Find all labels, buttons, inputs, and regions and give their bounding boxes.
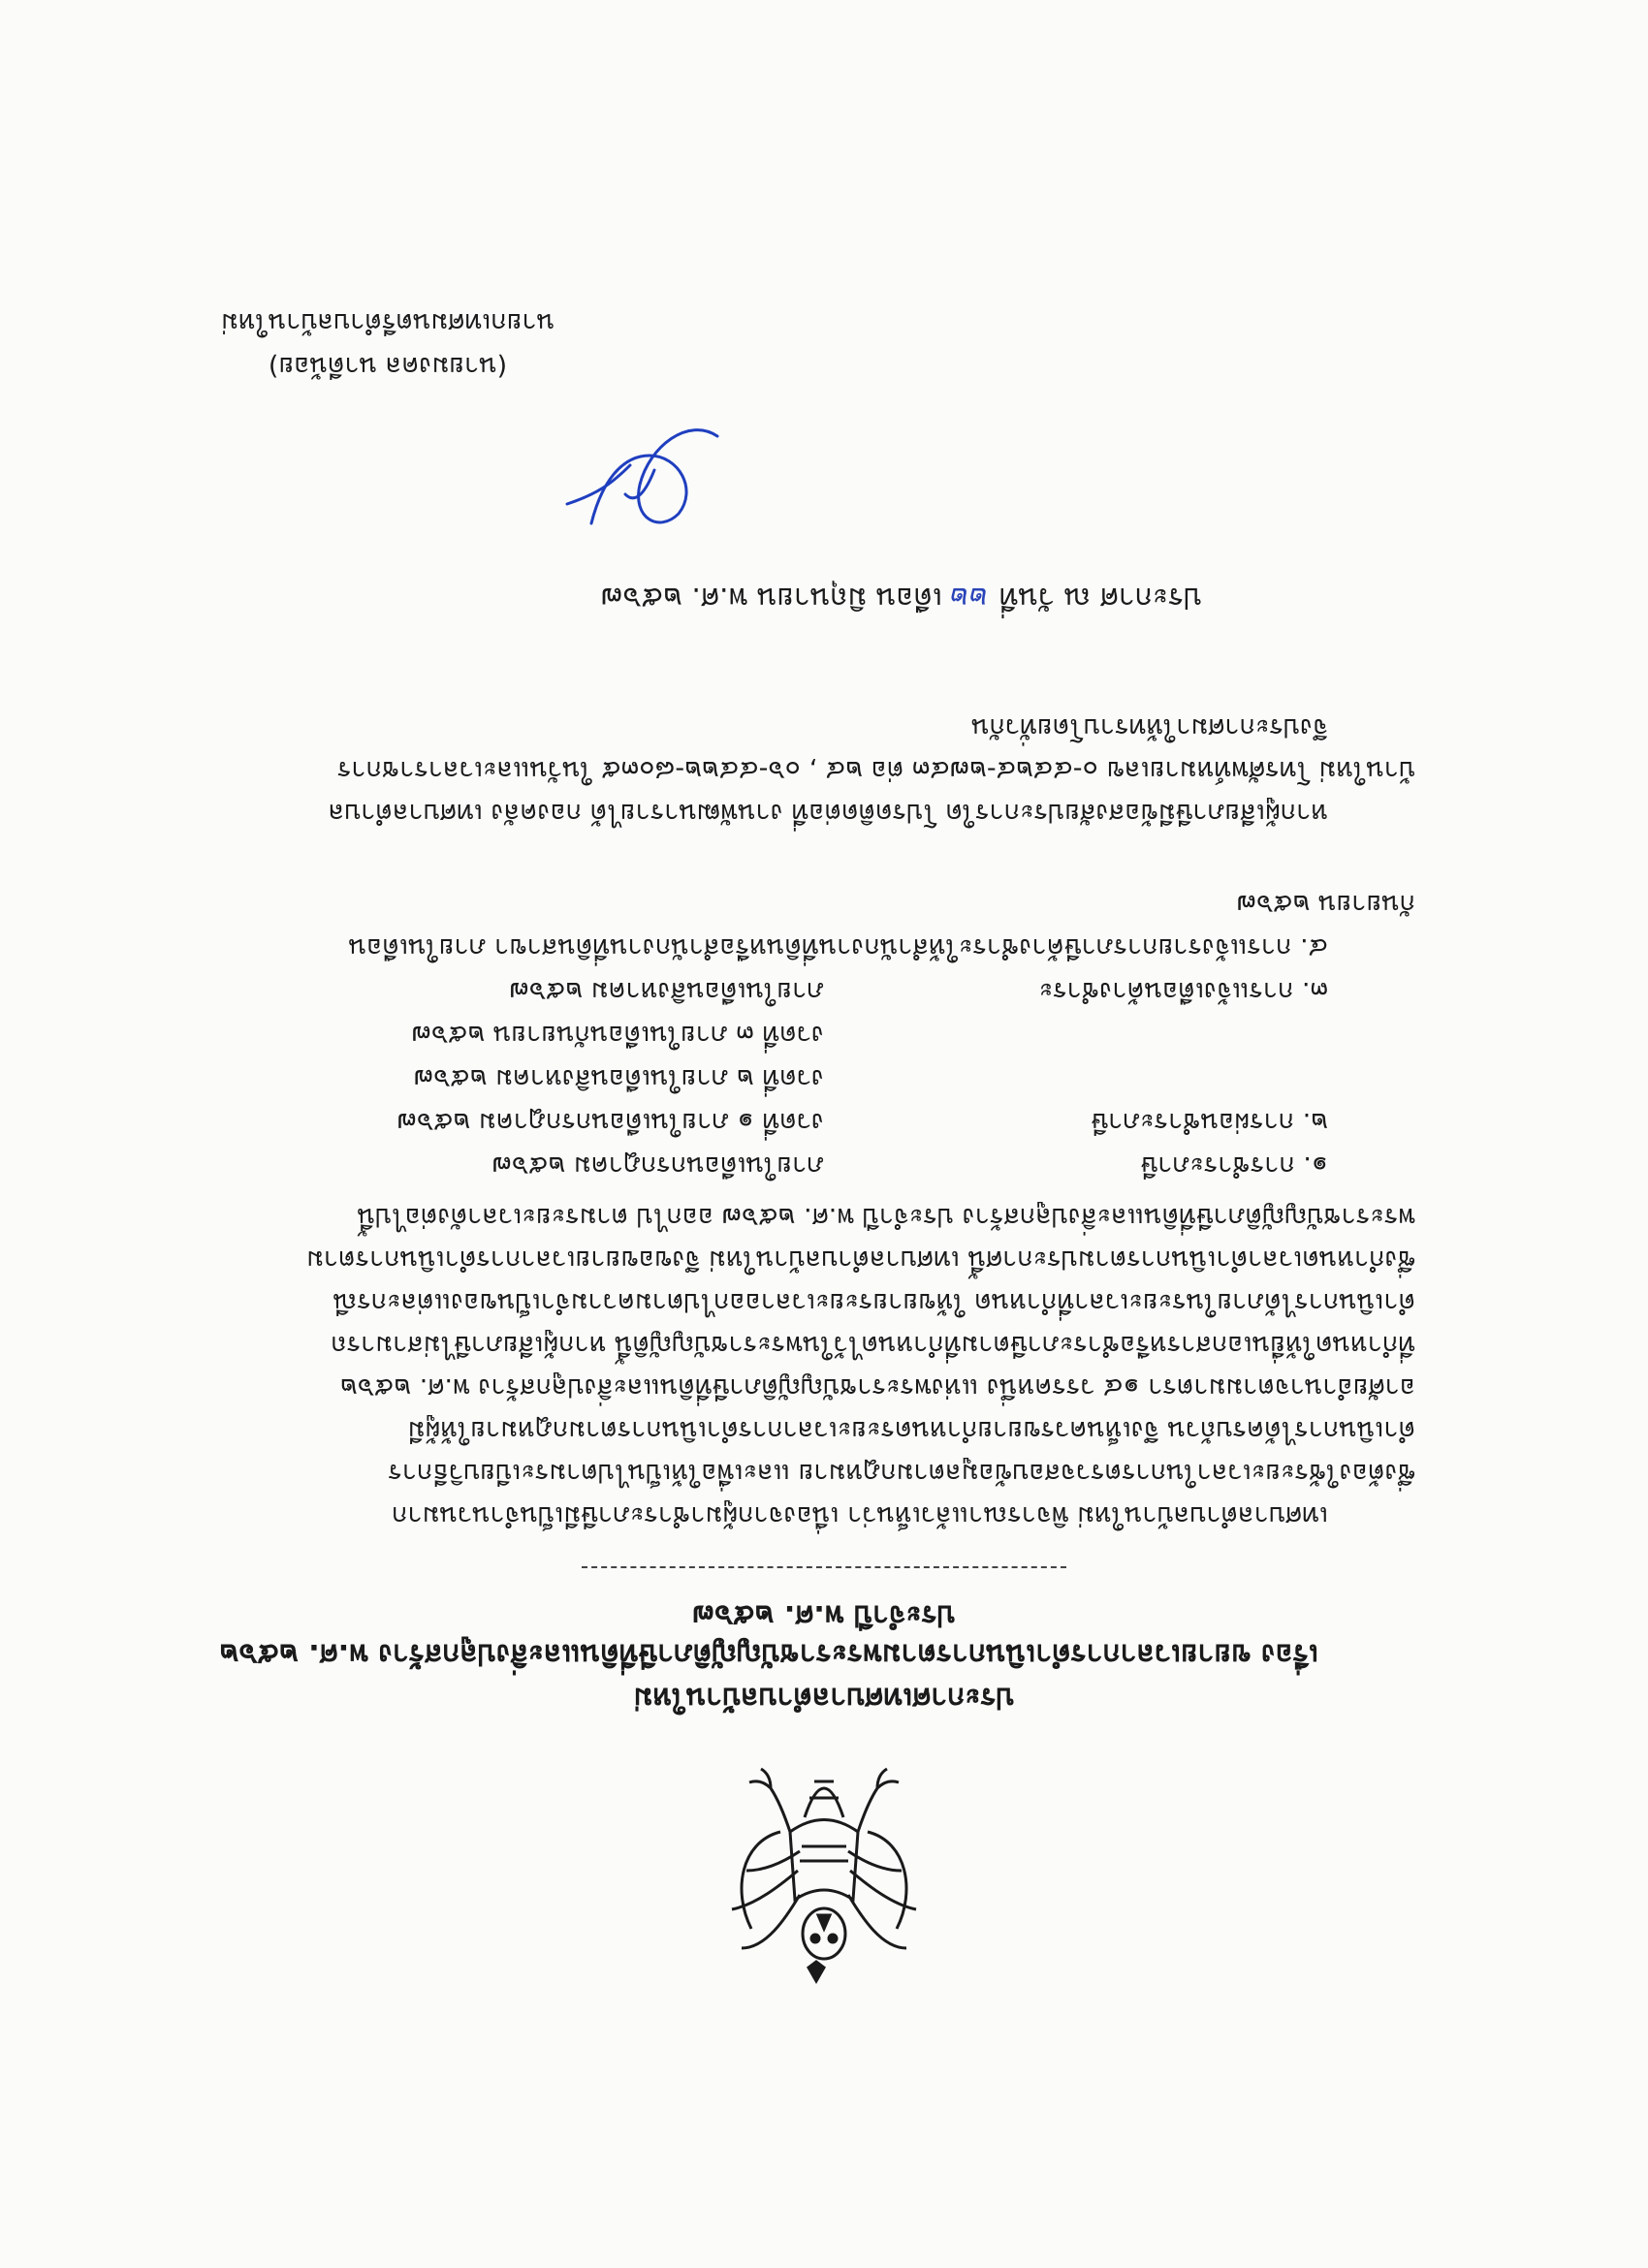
document-subject: เรื่อง ขยายเวลาการดำเนินการตามพระราชบัญญัติภาษีที่ดินและสิ่งปลูกสร้าง พ.ศ. ๒๕๖๒ — [219, 1637, 1318, 1671]
item-4-continued: กันยายน ๒๕๖๗ — [1236, 889, 1415, 919]
item-3-label: ๓. การแจ้งเตือนค้างชำระ — [1038, 976, 1328, 1006]
signer-name: (นายมงคล นาดีน้อย) — [268, 351, 508, 381]
paragraph-line: บ้านใหม่ โทรศัพท์หมายเลข ๐-๔๔๒๔-๒๗๔๓ ต่อ ๒๔ , ๐๖-๔๔๒๒-๘๐๓๕ ในวันและเวลาราชการ — [336, 755, 1415, 785]
item-4: ๔. การแจ้งรายการภาษีค้างชำระให้สำนักงานที่ดินหรือสำนักงานที่ดินสาขา ภายในเดือน — [348, 932, 1328, 962]
paragraph-line: ที่กำหนดให้ยื่นเอกสารหรือชำระภาษีตามที่กำหนดไว้ในพระราชบัญญัตินี้ หากผู้เสียภาษีไม่สามารถ — [331, 1330, 1415, 1360]
garuda-emblem-icon — [713, 1754, 935, 1987]
paragraph-line: อาศัยอำนาจตามมาตรา ๑๔ วรรคหนึ่ง แห่งพระราชบัญญัติภาษีที่ดินและสิ่งปลูกสร้าง พ.ศ. ๒๕๖๒ — [339, 1372, 1415, 1402]
paragraph-line: พระราชบัญญัติภาษีที่ดินและสิ่งปลูกสร้าง ประจำปี พ.ศ. ๒๕๖๗ ออกไป ตามระยะเวลาดังต่อไปนี้ — [357, 1202, 1415, 1232]
paragraph-line: จึงประกาศมาให้ทราบโดยทั่วกัน — [971, 712, 1328, 742]
announce-suffix: เดือน มิถุนายน พ.ศ. ๒๕๖๗ — [600, 581, 942, 614]
signature-icon — [553, 407, 746, 562]
document-title: ประกาศเทศบาลตำบลบ้านใหม่ — [633, 1681, 1015, 1715]
divider — [582, 1566, 1066, 1568]
paragraph-line: ซึ่งกำหนดเวลาดำเนินการตามประกาศนี้ เทศบาลตำบลบ้านใหม่ จึงขอขยายเวลาการดำเนินการตาม — [306, 1244, 1415, 1275]
paragraph-line: ดำเนินการได้ภายในระยะเวลาที่กำหนด ให้ขยายระยะเวลาออกไปตามความจำเป็นของแต่ละกรณี — [333, 1287, 1415, 1317]
item-2-installment-2: งวดที่ ๒ ภายในเดือนสิงหาคม ๒๕๖๗ — [413, 1063, 824, 1093]
item-3-detail: ภายในเดือนสิงหาคม ๒๕๖๗ — [509, 976, 824, 1006]
paragraph-line: ดำเนินการได้ครบถ้วน จึงเห็นควรขยายกำหนดระยะเวลาการดำเนินการตามกฎหมายให้ผู้มี — [407, 1415, 1415, 1445]
document-subject-year: ประจำปี พ.ศ. ๒๕๖๗ — [692, 1598, 956, 1632]
announce-date — [601, 575, 1202, 620]
paragraph-line: เทศบาลตำบลบ้านใหม่ พิจารณาแล้วเห็นว่า เนื่องจากผู้มาชำระภาษีมีเป็นจำนวนมาก — [392, 1500, 1328, 1530]
item-2-detail: งวดที่ ๑ ภายในเดือนกรกฎาคม ๒๕๖๗ — [396, 1107, 824, 1137]
announce-day: ๒๒ — [951, 581, 991, 614]
signer-position: นายกเทศมนตรีตำบลบ้านใหม่ — [220, 307, 555, 337]
announce-prefix: ประกาศ ณ วันที่ — [998, 581, 1202, 614]
paragraph-1 — [194, 1195, 1415, 1536]
item-1-detail: ภายในเดือนกรกฎาคม ๒๕๖๗ — [491, 1150, 824, 1181]
item-1-label: ๑. การชำระภาษี — [1140, 1150, 1328, 1181]
paragraph-line: หากผู้เสียภาษีมีข้อสงสัยประการใด โปรดติดต่อที่ งานพัฒนารายได้ กองคลัง เทศบาลตำบล — [328, 798, 1328, 828]
item-2-installment-3: งวดที่ ๓ ภายในเดือนกันยายน ๒๕๖๗ — [411, 1020, 824, 1050]
paragraph-2 — [194, 706, 1415, 834]
paragraph-line: ซึ่งต้องใช้ระยะเวลาในการตรวจสอบข้อมูลตามกฎหมาย และเพื่อให้เป็นไปตามระเบียบวิธีการ — [388, 1458, 1415, 1488]
item-2-label: ๒. การผ่อนชำระภาษี — [1091, 1107, 1328, 1137]
